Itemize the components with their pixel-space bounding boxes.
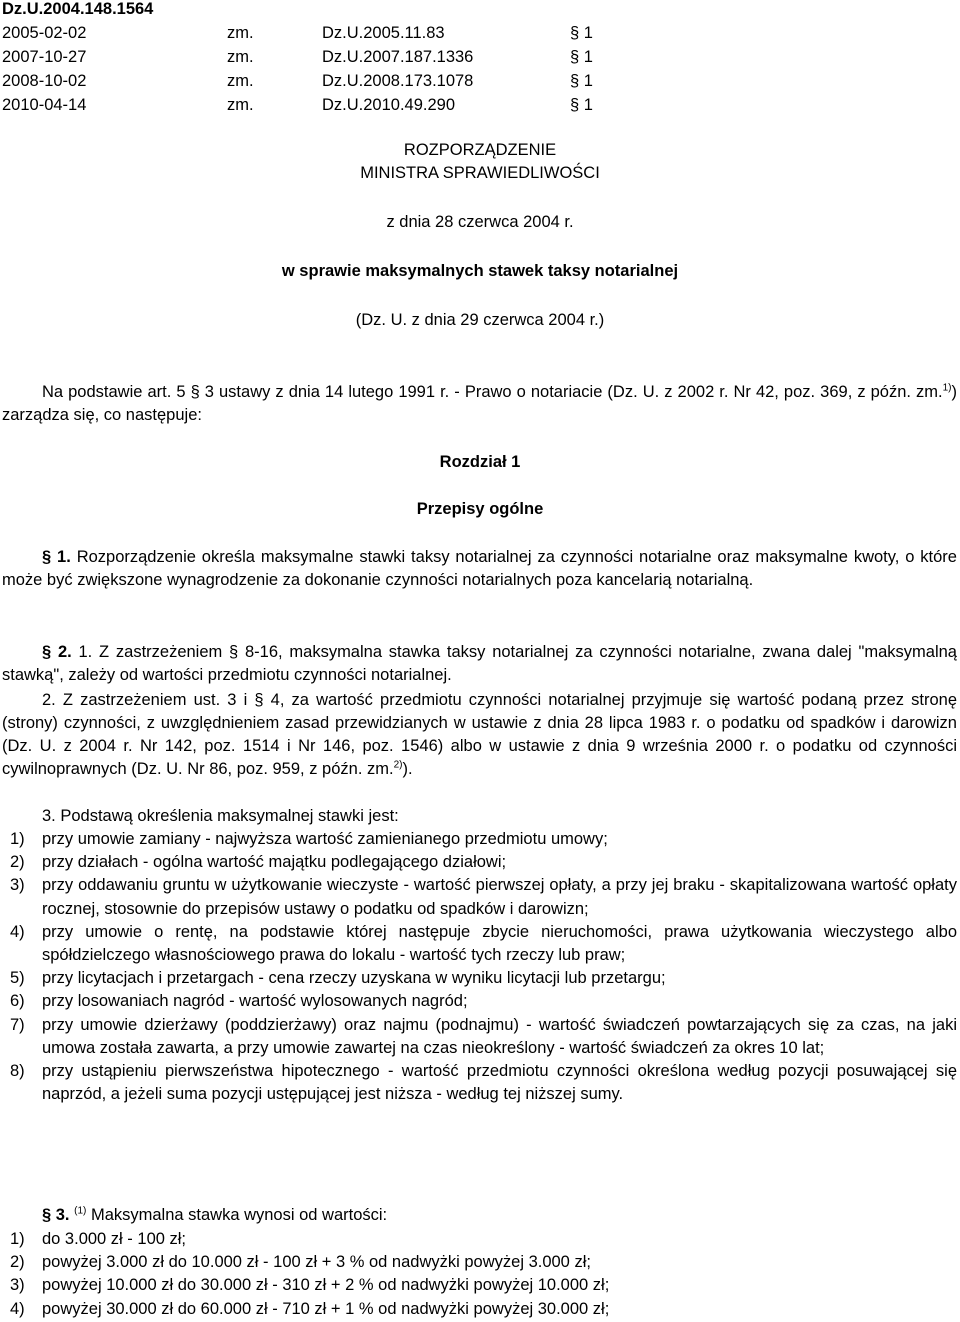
list-number: 5): [10, 969, 25, 988]
list-number: 1): [10, 830, 25, 848]
paragraph-1: [2, 546, 957, 592]
list-item: [2, 990, 957, 1013]
amendment-type: zm.: [227, 72, 254, 90]
paragraph-text: 1. Z zastrzeżeniem § 8-16, maksymalna stawka taksy notarialnej za czynności notarialne, zwana dalej "maksymalną stawką", zależy od wartości przedmiotu czynności notarialnej.: [2, 643, 957, 684]
act-type: ROZPORZĄDZENIE: [403, 141, 557, 159]
amendment-paragraph: § 1: [570, 48, 593, 66]
list-text: przy działach - ogólna wartość majątku podlegającego działowi;: [42, 853, 507, 872]
paragraph-number: § 3.: [42, 1206, 70, 1224]
amendment-date: 2007-10-27: [2, 48, 87, 66]
rate-list: [2, 1228, 957, 1321]
list-number: 6): [10, 992, 25, 1011]
list-number: 4): [10, 922, 25, 941]
list-number: 4): [10, 1299, 25, 1318]
act-publication: (Dz. U. z dnia 29 czerwca 2004 r.): [355, 311, 605, 329]
amendment-date: 2008-10-02: [2, 72, 87, 90]
list-item: [2, 1298, 957, 1321]
list-item: [2, 1228, 957, 1251]
footnote-ref: 2): [393, 759, 403, 771]
chapter-title: Przepisy ogólne: [416, 500, 544, 518]
list-number: 1): [10, 1230, 25, 1248]
list-item: [2, 874, 957, 920]
list-number: 3): [10, 876, 25, 895]
list-text: przy umowie o rentę, na podstawie której następuje zbycie nieruchomości, prawa użytkowania wieczystego albo spółdzielczego własnościowego prawa do lokalu - wartość tych rzeczy lub praw;: [42, 922, 957, 965]
amendment-reference: Dz.U.2008.173.1078: [322, 72, 474, 90]
amendment-type: zm.: [227, 24, 254, 42]
preamble: [2, 381, 957, 427]
paragraph-3-intro: [2, 1204, 957, 1227]
list-text: przy licytacjach i przetargach - cena rzeczy uzyskana w wyniku licytacji lub przetargu;: [42, 969, 666, 988]
list-text: powyżej 10.000 zł do 30.000 zł - 310 zł + 2 % od nadwyżki powyżej 10.000 zł;: [42, 1276, 610, 1295]
list-item: [2, 828, 957, 851]
list-text: powyżej 30.000 zł do 60.000 zł - 710 zł + 1 % od nadwyżki powyżej 30.000 zł;: [42, 1299, 610, 1318]
act-issuer: MINISTRA SPRAWIEDLIWOŚCI: [360, 164, 600, 182]
amendment-reference: Dz.U.2005.11.83: [322, 24, 445, 42]
list-item: [2, 921, 957, 967]
list-number: 2): [10, 1253, 25, 1272]
footnote-ref: 1): [942, 382, 952, 394]
amendment-date: 2005-02-02: [2, 24, 87, 42]
list-number: 8): [10, 1062, 25, 1081]
paragraph-text-end: ).: [402, 760, 413, 778]
list-number: 7): [10, 1015, 25, 1034]
list-number: 2): [10, 853, 25, 872]
paragraph-number: § 2.: [42, 643, 72, 661]
basis-list: [2, 828, 957, 1106]
footnote-ref: (1): [74, 1205, 87, 1217]
journal-reference: Dz.U.2004.148.1564: [2, 0, 154, 18]
preamble-text-end: ) zarządza się, co następuje:: [2, 383, 957, 424]
paragraph-2-ust-3: 3. Podstawą określenia maksymalnej stawki jest:: [42, 807, 399, 825]
list-text: przy ustąpieniu pierwszeństwa hipotecznego - wartość przedmiotu czynności określona według pozycji posuwającej się naprzód, a jeżeli suma pozycji ustępującej jest niższa - według tej niższej sumy.: [42, 1062, 957, 1104]
paragraph-2-ust-1: [2, 641, 957, 687]
list-item: [2, 1060, 957, 1106]
amendment-date: 2010-04-14: [2, 96, 87, 114]
act-date: z dnia 28 czerwca 2004 r.: [386, 213, 574, 231]
amendment-reference: Dz.U.2010.49.290: [322, 96, 456, 114]
amendment-paragraph: § 1: [570, 96, 593, 114]
list-text: przy losowaniach nagród - wartość wylosowanych nagród;: [42, 992, 468, 1011]
list-text: powyżej 3.000 zł do 10.000 zł - 100 zł + 3 % od nadwyżki powyżej 3.000 zł;: [42, 1253, 591, 1272]
list-item: [2, 1251, 957, 1274]
paragraph-text: Rozporządzenie określa maksymalne stawki taksy notarialnej za czynności notarialne oraz maksymalne kwoty, o które może być zwiększone wynagrodzenie za dokonanie czynności notarialnych poza kancelarią notarialną.: [2, 548, 957, 589]
list-number: 3): [10, 1276, 25, 1295]
list-item: [2, 967, 957, 990]
preamble-text: Na podstawie art. 5 § 3 ustawy z dnia 14 lutego 1991 r. - Prawo o notariacie (Dz. U. z 2002 r. Nr 42, poz. 369, z późn. zm.: [42, 383, 943, 401]
amendment-paragraph: § 1: [570, 24, 593, 42]
amendment-type: zm.: [227, 48, 254, 66]
paragraph-text: 2. Z zastrzeżeniem ust. 3 i § 4, za wartość przedmiotu czynności notarialnej przyjmuje się wartość podaną przez stronę (strony) czynności, z uwzględnieniem zasad przewidzianych w ustawie z dnia 28 lipca 1983 r. o podatku od spadków i darowizn (Dz. U. z 2004 r. Nr 142, poz. 1514 i Nr 146, poz. 1546) albo w ustawie z dnia 9 września 2000 r. o podatku od czynności cywilnoprawnych (Dz. U. Nr 86, poz. 959, z późn. zm.: [2, 691, 957, 778]
paragraph-2-ust-2: [2, 689, 957, 781]
list-item: [2, 1274, 957, 1297]
act-subject: w sprawie maksymalnych stawek taksy notarialnej: [281, 262, 679, 280]
list-text: do 3.000 zł - 100 zł;: [42, 1230, 187, 1248]
list-text: przy oddawaniu gruntu w użytkowanie wieczyste - wartość pierwszej opłaty, a przy jej braku - skapitalizowana wartość opłaty rocznej, stosownie do przepisów ustawy o podatku od spadków i darowizn;: [42, 876, 957, 918]
paragraph-text: Maksymalna stawka wynosi od wartości:: [90, 1206, 388, 1224]
list-item: [2, 1014, 957, 1060]
list-text: przy umowie dzierżawy (poddzierżawy) oraz najmu (podnajmu) - wartość świadczeń powtarzających się za czas, na jaki umowa została zawarta, a przy umowie zawartej na czas nieokreślony - wartość świadczeń za okres 10 lat;: [42, 1015, 957, 1057]
amendment-reference: Dz.U.2007.187.1336: [322, 48, 474, 66]
amendment-type: zm.: [227, 96, 254, 114]
chapter-label: Rozdział 1: [439, 453, 521, 471]
paragraph-number: § 1.: [42, 548, 71, 566]
list-text: przy umowie zamiany - najwyższa wartość zamienianego przedmiotu umowy;: [42, 830, 608, 848]
list-item: [2, 851, 957, 874]
amendment-paragraph: § 1: [570, 72, 593, 90]
